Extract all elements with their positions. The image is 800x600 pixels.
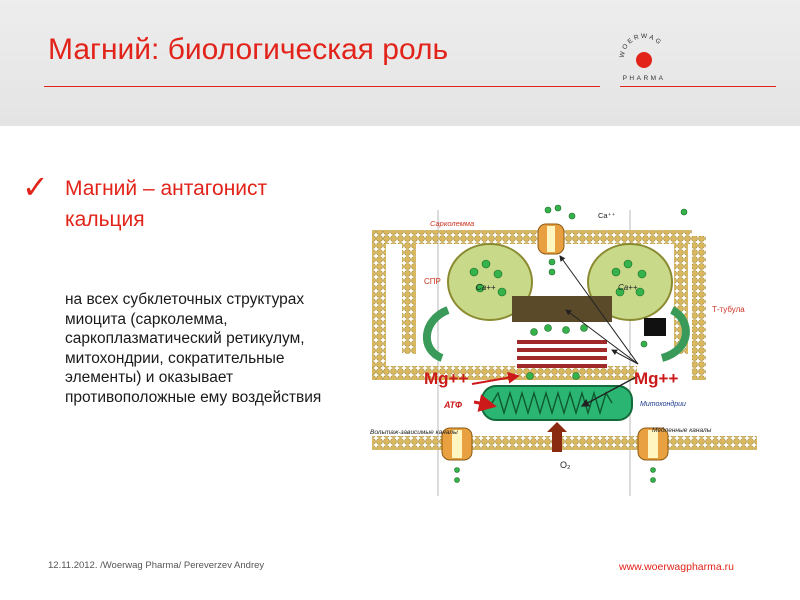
myocyte-diagram — [362, 200, 772, 500]
label-mg-right: Mg++ — [634, 369, 679, 388]
t-tubule-block — [644, 318, 666, 336]
contractile-elements — [517, 340, 607, 368]
label-slow-channels: Медленные каналы — [652, 427, 712, 434]
sr-bridge — [512, 296, 612, 322]
sarcolemma-membrane — [372, 230, 386, 380]
footer-url[interactable]: www.woerwagpharma.ru — [619, 561, 734, 573]
woerwag-logo — [614, 30, 674, 82]
logo-divider — [620, 86, 776, 87]
sarcolemma-membrane — [372, 436, 757, 450]
t-tubule-wall — [402, 244, 416, 354]
label-t-tubule: Т-тубула — [712, 305, 745, 314]
label-ca-left: Ca++ — [476, 283, 496, 292]
slow-channel-pore — [648, 430, 658, 458]
ca-channel-pore — [547, 226, 555, 252]
label-atp: АТФ — [444, 400, 462, 410]
label-mitochondria: Митохондрии — [640, 401, 686, 408]
label-sarcolemma: Сарколемма — [430, 219, 475, 228]
slide-title: Магний: биологическая роль — [48, 33, 449, 66]
body-text: на всех субклеточных структурах миоцита (сарколемма, саркоплазматический ретикулум, митохондрии, сократительные элементы) и оказывает противоположные ему воздействия — [65, 291, 322, 406]
sarcolemma-membrane — [692, 236, 706, 380]
o2-arrow-head — [547, 422, 567, 432]
label-voltage-channels: Вольтаж-зависимые каналы — [370, 429, 458, 436]
o2-arrow — [552, 432, 562, 452]
logo-arc-text: WOERWAG — [618, 32, 664, 59]
title-divider — [44, 86, 600, 87]
label-o2: O₂ — [560, 460, 571, 470]
checkmark-icon: ✓ — [22, 169, 49, 205]
label-ca-top: Ca⁺⁺ — [598, 211, 616, 220]
label-spr: СПР — [424, 277, 441, 286]
flow-arrow-left — [427, 310, 448, 358]
logo-sub-text: PHARMA — [622, 75, 666, 82]
label-mg-left: Mg++ — [424, 369, 469, 388]
footer-info: 12.11.2012. /Woerwag Pharma/ Pereverzev Andrey — [48, 560, 265, 571]
label-ca-right: Ca++ — [618, 283, 638, 292]
mg-action-arrow — [612, 350, 638, 364]
headline: Магний – антагонист кальция — [65, 177, 268, 231]
